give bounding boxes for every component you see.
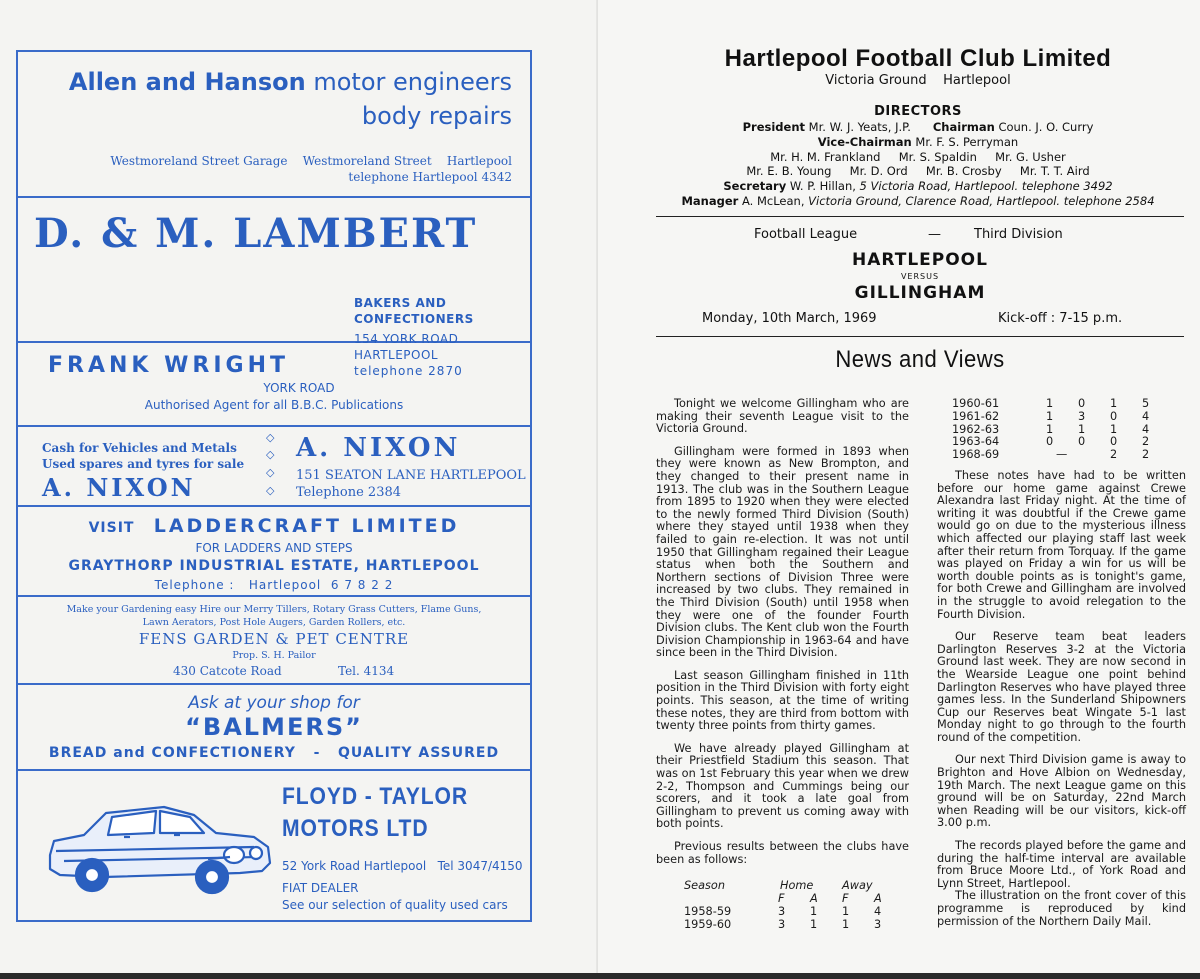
kick-off-time: Kick-off : 7-15 p.m. — [998, 311, 1123, 326]
season-cell: 1961-62 — [952, 409, 1000, 423]
ad-laddercraft-visit: VISIT — [88, 520, 135, 536]
results-row — [674, 919, 904, 932]
news-paragraph: The illustration on the front cover of this programme is reproduced by kind permission of the Northern Daily Mail. — [937, 889, 1186, 928]
season-cell: 1960-61 — [952, 397, 1000, 410]
results-rows-b — [952, 398, 1182, 464]
ad-nixon-phone: Telephone 2384 — [296, 485, 402, 500]
secretary-address: 5 Victoria Road, Hartlepool. telephone 3492 — [859, 179, 1113, 193]
home-header: Home — [780, 879, 814, 892]
ad-balmers-name: “BALMERS” — [185, 713, 363, 741]
news-paragraph: Previous results between the clubs have been as follows: — [656, 840, 909, 866]
home-against-cell: 3 — [1078, 409, 1086, 423]
home-a-header: A — [810, 892, 818, 905]
ad-nixon-left2: Used spares and tyres for sale — [42, 457, 245, 471]
results-row — [952, 449, 1182, 462]
ad-allen-address: Westmoreland Street Garage Westmoreland Street Hartlepool — [110, 154, 512, 168]
news-paragraph: The records played before the game and during the half-time interval are available from Bruce Moore Ltd., of York Road and Lynn Street, Hartlepool. — [937, 839, 1186, 890]
ad-fens-line2: Lawn Aerators, Post Hole Augers, Garden Rollers, etc. — [142, 617, 406, 628]
news-heading: News and Views — [835, 346, 1005, 373]
ad-wright-line1: YORK ROAD — [263, 381, 335, 395]
news-paragraph: Gillingham were formed in 1893 when they were known as New Brompton, and they changed to their present name in 1913. The club was in the Southern League from 1895 to 1920 when they were elected to the newly formed Third Division (South) where they stayed until 1938 when they failed to gain re-election. It was not until 1950 that Gillingham regained their League status when both the Southern and Northern sections of Division Three were increased by two clubs. They remained in the Third Division (South) until 1958 when they were one of the founder Fourth Division clubs. The Kent club won the Fourth Division Championship in 1963-64 and have since been in the Third Division. — [656, 444, 909, 660]
season-header: Season — [684, 879, 726, 892]
ad-fens-name: FENS GARDEN & PET CENTRE — [138, 630, 410, 648]
ground-name: Victoria Ground Hartlepool — [825, 73, 1011, 88]
directors-row-1: Mr. H. M. Frankland Mr. S. Spaldin Mr. G. Usher — [770, 150, 1066, 164]
car-illustration — [44, 785, 274, 897]
ad-floyd-name1: FLOYD - TAYLOR — [282, 783, 468, 810]
season-cell: 1959-60 — [684, 917, 732, 931]
home-against-cell: 1 — [810, 905, 818, 918]
home-for-cell: — — [1056, 448, 1068, 462]
away-against-cell: 2 — [1142, 435, 1150, 449]
ad-balmers-line2: BREAD and CONFECTIONERY - QUALITY ASSURED — [48, 745, 500, 761]
news-column-1 — [656, 398, 909, 866]
home-for-cell: 1 — [1046, 397, 1054, 410]
president-name: Mr. W. J. Yeats, J.P. — [808, 120, 911, 134]
divider — [656, 216, 1184, 217]
ad-balmers — [18, 685, 530, 771]
vice-label: Vice-Chairman — [817, 135, 912, 149]
home-against-cell: 0 — [1078, 435, 1086, 449]
news-paragraph: Our Reserve team beat leaders Darlington Reserves 3-2 at the Victoria Ground last week. They are now second in the Wearside League one point behind Darlington Reserves who have played three games less. In the Sunderland Shipowners Cup our Reserves beat Wingate 5-1 last Monday night to go through to the fourth round of the competition. — [937, 630, 1186, 744]
away-header: Away — [842, 879, 873, 892]
away-against-cell: 4 — [1142, 422, 1150, 436]
away-for-cell: 1 — [842, 917, 850, 931]
ad-nixon-left1: Cash for Vehicles and Metals — [42, 441, 237, 455]
secretary-name: W. P. Hillan, — [789, 179, 856, 193]
manager-row — [658, 194, 1178, 208]
ad-lambert-line2: CONFECTIONERS — [354, 312, 474, 326]
news-paragraph: Tonight we welcome Gillingham who are making their seventh League visit to the Victoria Ground. — [656, 397, 909, 436]
away-for-cell: 0 — [1110, 409, 1118, 423]
ad-lambert-name: D. & M. LAMBERT — [34, 210, 478, 257]
ad-nixon-address: 151 SEATON LANE HARTLEPOOL — [296, 468, 526, 483]
ad-laddercraft-line2: GRAYTHORP INDUSTRIAL ESTATE, HARTLEPOOL — [68, 558, 480, 574]
away-against-cell: 3 — [874, 917, 882, 931]
diamond-icon: ◇ — [266, 448, 275, 461]
ad-allen-trade2: body repairs — [361, 102, 512, 130]
left-page — [0, 0, 598, 979]
season-cell: 1968-69 — [952, 448, 1000, 462]
ad-nixon-left-text — [42, 440, 295, 472]
right-page — [598, 0, 1200, 979]
away-f-header: F — [842, 892, 849, 905]
advertisements-panel — [16, 50, 532, 922]
away-for-cell: 2 — [1110, 448, 1118, 462]
home-against-cell: 0 — [1078, 397, 1086, 410]
ad-lambert-line4: HARTLEPOOL — [354, 348, 439, 362]
diamond-icon: ◇ — [266, 466, 275, 479]
away-for-cell: 1 — [842, 905, 850, 918]
competition: Football League — [754, 227, 858, 242]
ad-fens-phone: Tel. 4134 — [338, 664, 395, 678]
page-bottom-edge — [0, 973, 1200, 979]
manager-name: A. McLean, — [741, 194, 805, 208]
home-team: HARTLEPOOL — [852, 250, 988, 270]
ad-nixon — [18, 427, 530, 507]
home-for-cell: 3 — [778, 917, 786, 931]
ad-allen-phone: telephone Hartlepool 4342 — [348, 170, 512, 184]
ad-allen-name: Allen and Hanson — [68, 68, 306, 96]
versus-label: VERSUS — [900, 272, 940, 281]
diamond-icon: ◇ — [266, 431, 275, 444]
ad-wright-name: FRANK WRIGHT — [48, 353, 289, 378]
away-for-cell: 1 — [1110, 397, 1118, 410]
directors-president-row — [658, 120, 1178, 134]
ad-laddercraft-line3: Telephone : Hartlepool 6 7 8 2 2 — [154, 578, 394, 592]
season-cell: 1963-64 — [952, 435, 1000, 449]
ad-laddercraft — [18, 507, 530, 597]
division: Third Division — [974, 227, 1063, 242]
ad-nixon-left-name: A. NIXON — [42, 473, 196, 502]
ad-floyd-line2: See our selection of quality used cars — [282, 898, 508, 912]
news-paragraph: These notes have had to be written before our home game against Crewe Alexandra last Friday night. At the time of writing it was doubtful if the Crewe game would go on due to the mysterious illness which affected our playing staff last week after their return from Torquay. If the game was played on Friday a win for us will be worth double points as is tonight's game, for both Crewe and Gillingham are involved in the struggle to avoid relegation to the Fourth Division. — [937, 469, 1186, 621]
home-against-cell: 1 — [1078, 422, 1086, 436]
ad-fens-address: 430 Catcote Road — [173, 664, 282, 678]
secretary-row — [658, 179, 1178, 193]
season-cell: 1958-59 — [684, 905, 732, 918]
ad-floyd-taylor — [18, 771, 530, 920]
home-for-cell: 1 — [1046, 422, 1054, 436]
results-rows-a — [674, 906, 904, 934]
ad-laddercraft-line1: FOR LADDERS AND STEPS — [195, 541, 353, 555]
home-for-cell: 3 — [778, 905, 786, 918]
manager-address: Victoria Ground, Clarence Road, Hartlepool. telephone 2584 — [808, 194, 1155, 208]
away-team: GILLINGHAM — [854, 283, 986, 303]
match-date: Monday, 10th March, 1969 — [702, 311, 877, 326]
ad-fens-garden — [18, 597, 530, 685]
home-for-cell: 0 — [1046, 435, 1054, 449]
away-for-cell: 0 — [1110, 435, 1118, 449]
manager-label: Manager — [681, 194, 739, 208]
club-title: Hartlepool Football Club Limited — [724, 45, 1112, 72]
president-label: President — [742, 120, 806, 134]
competition-dash: — — [928, 227, 941, 242]
news-column-2 — [937, 470, 1186, 938]
home-for-cell: 1 — [1046, 409, 1054, 423]
divider — [656, 336, 1184, 337]
away-against-cell: 2 — [1142, 448, 1150, 462]
chairman-label: Chairman — [932, 120, 995, 134]
directors-heading: DIRECTORS — [874, 104, 962, 119]
news-paragraph: Last season Gillingham finished in 11th position in the Third Division with forty eight points. This season, at the time of writing these notes, they are third from bottom with twenty three points from thirty games. — [656, 668, 909, 733]
ad-floyd-line1: FIAT DEALER — [282, 881, 359, 895]
directors-row-2: Mr. E. B. Young Mr. D. Ord Mr. B. Crosby Mr. T. T. Aird — [746, 164, 1090, 178]
ad-fens-intro — [18, 603, 530, 629]
news-paragraph: We have already played Gillingham at their Priestfield Stadium this season. That was on 1st February this year when we drew 2-2, Thompson and Cummings being our scorers, and it took a late goal from Gillingham to prevent us coming away with both points. — [656, 741, 909, 831]
diamond-icon: ◇ — [266, 484, 275, 497]
ad-lambert-line3: 154 YORK ROAD — [354, 332, 459, 346]
ad-allen-trade1: motor engineers — [313, 68, 512, 96]
ad-lambert-line5: telephone 2870 — [354, 364, 463, 378]
results-row — [952, 411, 1182, 424]
secretary-label: Secretary — [723, 179, 787, 193]
ad-allen-hanson — [18, 52, 530, 198]
away-against-cell: 4 — [874, 905, 882, 918]
ad-nixon-right-name: A. NIXON — [296, 433, 461, 463]
away-against-cell: 4 — [1142, 409, 1150, 423]
season-cell: 1962-63 — [952, 422, 1000, 436]
news-paragraph: Our next Third Division game is away to Brighton and Hove Albion on Wednesday, 19th March. The next League game on this ground will be on Saturday, 22nd March when Reading will be our visitors, kick-off 3.00 p.m. — [937, 753, 1186, 830]
ad-wright-line2: Authorised Agent for all B.B.C. Publications — [144, 398, 404, 412]
ad-balmers-line1: Ask at your shop for — [188, 693, 360, 713]
home-f-header: F — [778, 892, 785, 905]
away-for-cell: 1 — [1110, 422, 1118, 436]
directors-vice-row — [658, 135, 1178, 149]
ad-frank-wright — [18, 343, 530, 427]
ad-floyd-name2: MOTORS LTD — [282, 815, 429, 842]
ad-floyd-address: 52 York Road Hartlepool Tel 3047/4150 — [282, 859, 523, 873]
away-against-cell: 5 — [1142, 397, 1150, 410]
away-a-header: A — [874, 892, 882, 905]
vice-name: Mr. F. S. Perryman — [915, 135, 1019, 149]
ad-fens-prop: Prop. S. H. Pailor — [232, 650, 316, 661]
ad-lambert-line1: BAKERS AND — [354, 296, 447, 310]
home-against-cell: 1 — [810, 917, 818, 931]
ad-fens-line1: Make your Gardening easy Hire our Merry Tillers, Rotary Grass Cutters, Flame Guns, — [66, 604, 482, 615]
ad-laddercraft-name: LADDERCRAFT LIMITED — [153, 515, 460, 537]
chairman-name: Coun. J. O. Curry — [998, 120, 1094, 134]
